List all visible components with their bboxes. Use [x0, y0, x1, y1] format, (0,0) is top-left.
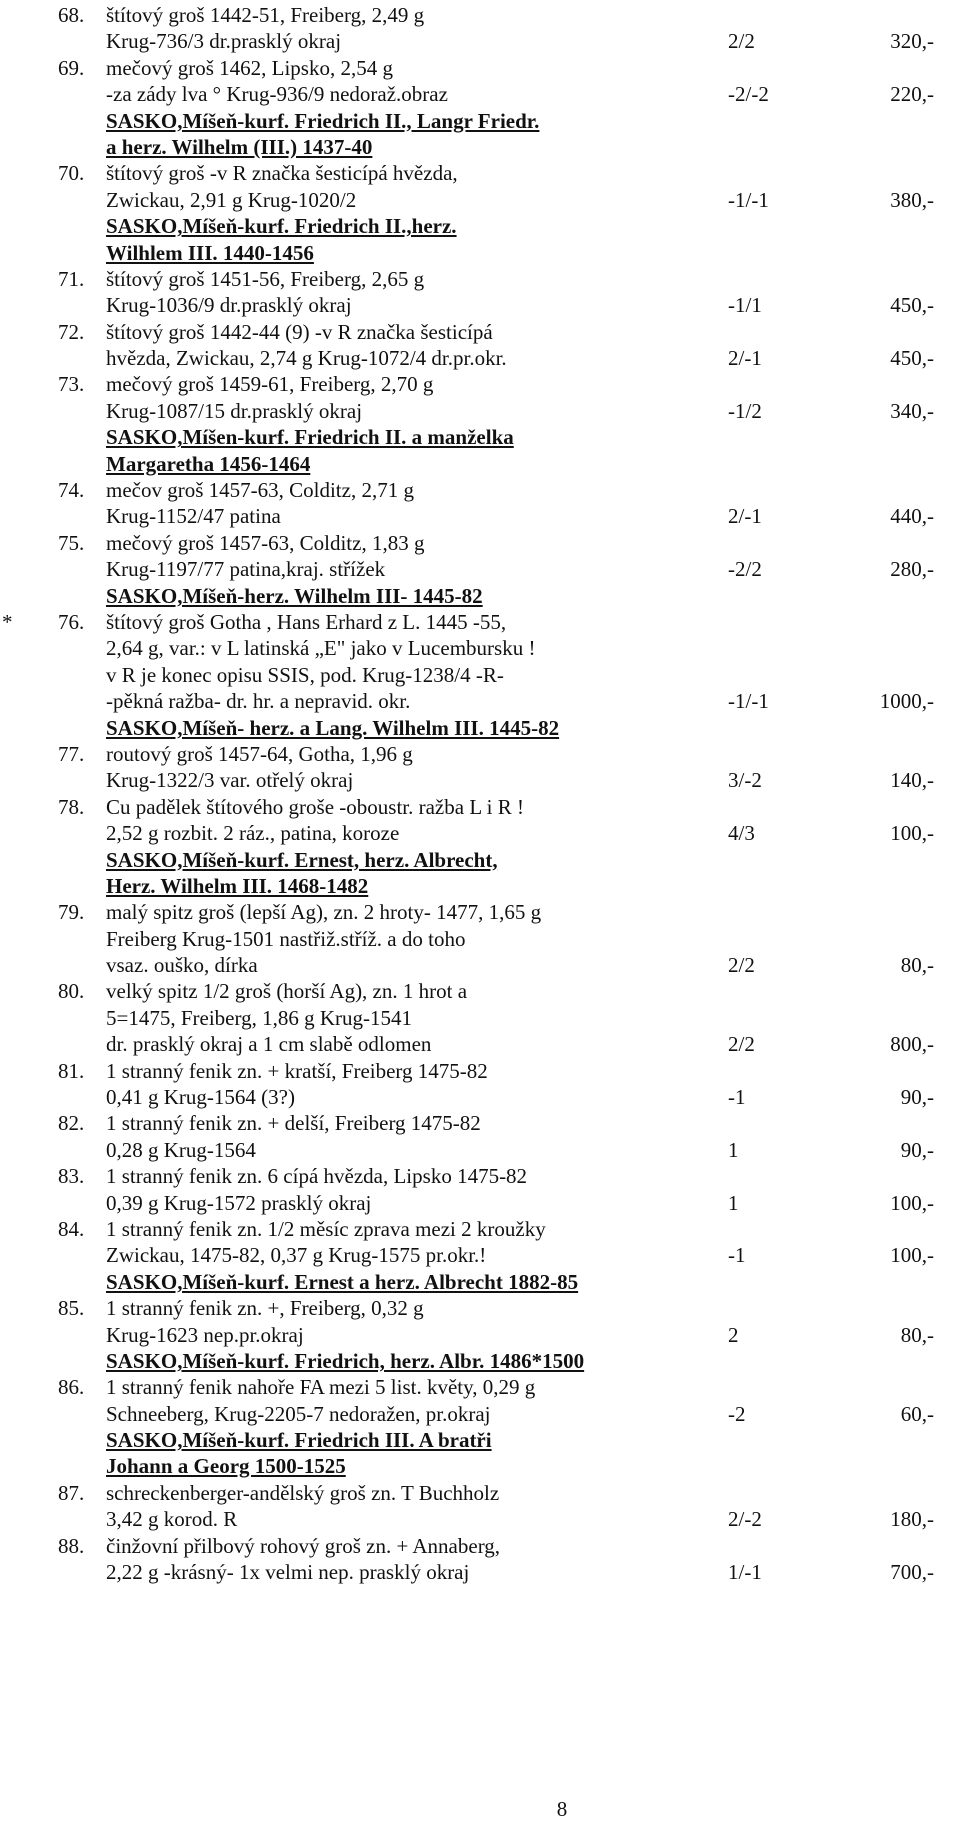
lot-description: 0,41 g Krug-1564 (3?) [106, 1085, 295, 1110]
lot-number: 71. [58, 266, 85, 291]
lot-price: 1000,- [879, 689, 934, 714]
lot-price: 100,- [890, 821, 934, 846]
lot-entry-first-line [0, 1480, 960, 1506]
lot-grade: -2 [728, 1401, 746, 1426]
lot-description: Krug-1197/77 patina,kraj. střížek [106, 557, 386, 582]
lot-number: 74. [58, 478, 85, 503]
lot-number: 69. [58, 55, 85, 80]
page-number: 8 [556, 1797, 568, 1821]
lot-grade: 2/2 [728, 29, 755, 54]
section-heading-text: SASKO,Míšeň-kurf. Ernest a herz. Albrecht 1882-85 [106, 1269, 579, 1294]
lot-description: malý spitz groš (lepší Ag), zn. 2 hroty- 1477, 1,65 g [106, 900, 542, 925]
lot-description: Krug-1036/9 dr.prasklý okraj [106, 293, 352, 318]
lot-entry-continuation [0, 503, 960, 529]
lot-price: 80,- [900, 953, 934, 978]
lot-price: 450,- [890, 346, 934, 371]
lot-description: štítový groš -v R značka šesticípá hvězda, [106, 161, 458, 186]
lot-description: 1 stranný fenik zn. 1/2 měsíc zprava mezi 2 kroužky [106, 1216, 546, 1241]
lot-price: 220,- [890, 82, 934, 107]
lot-description: velký spitz 1/2 groš (horší Ag), zn. 1 hrot a [106, 979, 468, 1004]
lot-description: 1 stranný fenik zn. + delší, Freiberg 1475-82 [106, 1111, 481, 1136]
lot-entry-first-line [0, 266, 960, 292]
section-heading-text: SASKO,Míšen-kurf. Friedrich II. a manželka [106, 425, 514, 450]
lot-description: hvězda, Zwickau, 2,74 g Krug-1072/4 dr.pr.okr. [106, 346, 507, 371]
lot-description: Krug-1623 nep.pr.okraj [106, 1322, 304, 1347]
section-heading-text: SASKO,Míšeň-kurf. Ernest, herz. Albrecht, [106, 847, 498, 872]
lot-entry-first-line [0, 1058, 960, 1084]
lot-price: 380,- [890, 187, 934, 212]
lot-grade: -2/-2 [728, 82, 769, 107]
lot-entry-continuation [0, 688, 960, 714]
section-heading [0, 1453, 960, 1479]
lot-entry-first-line [0, 477, 960, 503]
lot-grade: -1/1 [728, 293, 762, 318]
lot-entry-first-line [0, 794, 960, 820]
lot-number: 83. [58, 1164, 85, 1189]
lot-description: mečový groš 1462, Lipsko, 2,54 g [106, 55, 393, 80]
section-heading-text: SASKO,Míšeň-kurf. Friedrich II.,herz. [106, 214, 457, 239]
lot-entry-first-line [0, 2, 960, 28]
lot-number: 79. [58, 900, 85, 925]
lot-number: 87. [58, 1480, 85, 1505]
lot-entry-continuation [0, 1322, 960, 1348]
section-heading [0, 873, 960, 899]
lot-entry-first-line [0, 1374, 960, 1400]
lot-entry-first-line [0, 371, 960, 397]
lot-price: 440,- [890, 504, 934, 529]
lot-description: dr. prasklý okraj a 1 cm slabě odlomen [106, 1032, 432, 1057]
lot-price: 100,- [890, 1243, 934, 1268]
section-heading-text: Wilhlem III. 1440-1456 [106, 240, 314, 265]
lot-entry-continuation [0, 1559, 960, 1585]
lot-entry-continuation [0, 820, 960, 846]
lot-entry-continuation [0, 926, 960, 952]
lot-entry-continuation [0, 1401, 960, 1427]
lot-description: mečový groš 1459-61, Freiberg, 2,70 g [106, 372, 434, 397]
lot-entry-continuation [0, 952, 960, 978]
lot-description: mečový groš 1457-63, Colditz, 1,83 g [106, 530, 425, 555]
section-heading [0, 1427, 960, 1453]
lot-number: 70. [58, 161, 85, 186]
lot-price: 450,- [890, 293, 934, 318]
lot-description: routový groš 1457-64, Gotha, 1,96 g [106, 741, 413, 766]
lot-entry-continuation [0, 1506, 960, 1532]
lot-description: Krug-736/3 dr.prasklý okraj [106, 29, 342, 54]
section-heading [0, 583, 960, 609]
lot-entry-first-line [0, 1295, 960, 1321]
lot-description: Krug-1087/15 dr.prasklý okraj [106, 398, 363, 423]
lot-entry-first-line [0, 1533, 960, 1559]
lot-grade: 2/-1 [728, 346, 762, 371]
lot-description: 5=1475, Freiberg, 1,86 g Krug-1541 [106, 1005, 413, 1030]
lot-description: Cu padělek štítového groše -oboustr. ražba L i R ! [106, 794, 524, 819]
lot-price: 90,- [900, 1085, 934, 1110]
lot-entry-continuation [0, 187, 960, 213]
section-heading-text: SASKO,Míšeň-herz. Wilhelm III- 1445-82 [106, 583, 483, 608]
lot-number: 84. [58, 1216, 85, 1241]
lot-price: 90,- [900, 1137, 934, 1162]
lot-entry-continuation [0, 345, 960, 371]
lot-grade: -1/2 [728, 398, 762, 423]
lot-description: Zwickau, 2,91 g Krug-1020/2 [106, 187, 357, 212]
lot-price: 80,- [900, 1322, 934, 1347]
lot-price: 100,- [890, 1190, 934, 1215]
lot-entry-first-line [0, 160, 960, 186]
lot-entry-continuation [0, 292, 960, 318]
lot-description: 1 stranný fenik zn. + kratší, Freiberg 1475-82 [106, 1058, 488, 1083]
lot-entry-continuation [0, 662, 960, 688]
section-heading [0, 213, 960, 239]
lot-number: 72. [58, 319, 85, 344]
lot-price: 60,- [900, 1401, 934, 1426]
lot-number: 73. [58, 372, 85, 397]
lot-number: 78. [58, 794, 85, 819]
lot-description: Krug-1322/3 var. otřelý okraj [106, 768, 354, 793]
page-footer [0, 1796, 960, 1822]
lot-entry-first-line [0, 530, 960, 556]
highlight-star: * [2, 609, 13, 634]
lot-entry-continuation [0, 398, 960, 424]
lot-grade: 1 [728, 1137, 739, 1162]
lot-grade: 4/3 [728, 821, 755, 846]
section-heading-text: SASKO,Míšeň- herz. a Lang. Wilhelm III. 1445-82 [106, 715, 560, 740]
lot-grade: 2 [728, 1322, 739, 1347]
lot-price: 340,- [890, 398, 934, 423]
lot-description: štítový groš 1442-44 (9) -v R značka šesticípá [106, 319, 493, 344]
lot-entry-first-line [0, 1163, 960, 1189]
section-heading [0, 240, 960, 266]
lot-description: 2,64 g, var.: v L latinská „E" jako v Lucembursku ! [106, 636, 536, 661]
lot-number: 68. [58, 3, 85, 27]
lot-entry-continuation [0, 635, 960, 661]
lot-price: 320,- [890, 29, 934, 54]
section-heading [0, 1348, 960, 1374]
lot-entry-first-line [0, 609, 960, 635]
lot-description: 2,22 g -krásný- 1x velmi nep. prasklý okraj [106, 1560, 470, 1585]
section-heading-text: Margaretha 1456-1464 [106, 451, 311, 476]
lot-entry-continuation [0, 1005, 960, 1031]
lot-description: 1 stranný fenik nahoře FA mezi 5 list. květy, 0,29 g [106, 1375, 536, 1400]
lot-description: Freiberg Krug-1501 nastřiž.stříž. a do toho [106, 926, 466, 951]
lot-description: 2,52 g rozbit. 2 ráz., patina, koroze [106, 821, 400, 846]
lot-grade: -1/-1 [728, 187, 769, 212]
lot-number: 75. [58, 530, 85, 555]
section-heading [0, 108, 960, 134]
lot-grade: 1 [728, 1190, 739, 1215]
lot-number: 86. [58, 1375, 85, 1400]
lot-price: 180,- [890, 1507, 934, 1532]
lot-description: štítový groš 1451-56, Freiberg, 2,65 g [106, 266, 425, 291]
section-heading [0, 424, 960, 450]
section-heading [0, 715, 960, 741]
lot-number: 85. [58, 1296, 85, 1321]
lot-entry-continuation [0, 556, 960, 582]
lot-grade: 2/-1 [728, 504, 762, 529]
section-heading [0, 451, 960, 477]
lot-grade: -1 [728, 1085, 746, 1110]
lot-grade: 2/2 [728, 1032, 755, 1057]
lot-description: vsaz. ouško, dírka [106, 953, 258, 978]
lot-entry-first-line [0, 899, 960, 925]
lot-number: 82. [58, 1111, 85, 1136]
lot-description: mečov groš 1457-63, Colditz, 2,71 g [106, 478, 414, 503]
lot-description: v R je konec opisu SSIS, pod. Krug-1238/4 -R- [106, 662, 504, 687]
section-heading-text: Johann a Georg 1500-1525 [106, 1454, 346, 1479]
lot-price: 140,- [890, 768, 934, 793]
lot-entry-continuation [0, 767, 960, 793]
lot-description: Schneeberg, Krug-2205-7 nedoražen, pr.okraj [106, 1401, 491, 1426]
lot-number: 81. [58, 1058, 85, 1083]
lot-grade: 2/2 [728, 953, 755, 978]
lot-entry-continuation [0, 1190, 960, 1216]
lot-description: 0,39 g Krug-1572 prasklý okraj [106, 1190, 372, 1215]
lot-description: 1 stranný fenik zn. 6 cípá hvězda, Lipsko 1475-82 [106, 1164, 528, 1189]
lot-description: 3,42 g korod. R [106, 1507, 238, 1532]
section-heading [0, 134, 960, 160]
section-heading [0, 847, 960, 873]
lot-entry-first-line [0, 1216, 960, 1242]
lot-entry-first-line [0, 978, 960, 1004]
lot-entry-continuation [0, 1031, 960, 1057]
lot-description: štítový groš 1442-51, Freiberg, 2,49 g [106, 3, 425, 27]
lot-number: 76. [58, 609, 85, 634]
lot-price: 280,- [890, 557, 934, 582]
lot-price: 700,- [890, 1560, 934, 1585]
lot-description: -za zády lva ° Krug-936/9 nedoraž.obraz [106, 82, 448, 107]
lot-grade: -1 [728, 1243, 746, 1268]
lot-grade: -2/2 [728, 557, 762, 582]
lot-entry-first-line [0, 1110, 960, 1136]
lot-entry-continuation [0, 1084, 960, 1110]
section-heading-text: a herz. Wilhelm (III.) 1437-40 [106, 134, 373, 159]
lot-price: 800,- [890, 1032, 934, 1057]
section-heading-text: Herz. Wilhelm III. 1468-1482 [106, 873, 369, 898]
lot-grade: 1/-1 [728, 1560, 762, 1585]
lot-description: 1 stranný fenik zn. +, Freiberg, 0,32 g [106, 1296, 424, 1321]
lot-grade: 2/-2 [728, 1507, 762, 1532]
lot-number: 88. [58, 1533, 85, 1558]
lot-description: Krug-1152/47 patina [106, 504, 281, 529]
section-heading-text: SASKO,Míšeň-kurf. Friedrich, herz. Albr. 1486*1500 [106, 1348, 585, 1373]
lot-entry-first-line [0, 55, 960, 81]
section-heading-text: SASKO,Míšeň-kurf. Friedrich III. A bratři [106, 1428, 492, 1453]
lot-entry-continuation [0, 1242, 960, 1268]
lot-entry-continuation [0, 28, 960, 54]
lot-number: 77. [58, 741, 85, 766]
section-heading [0, 1269, 960, 1295]
lot-description: -pěkná ražba- dr. hr. a nepravid. okr. [106, 689, 411, 714]
lot-grade: -1/-1 [728, 689, 769, 714]
lot-entry-continuation [0, 81, 960, 107]
lot-description: štítový groš Gotha , Hans Erhard z L. 1445 -55, [106, 609, 507, 634]
lot-entry-continuation [0, 1137, 960, 1163]
lot-description: 0,28 g Krug-1564 [106, 1137, 256, 1162]
section-heading-text: SASKO,Míšeň-kurf. Friedrich II., Langr Friedr. [106, 108, 540, 133]
lot-entry-first-line [0, 741, 960, 767]
lot-number: 80. [58, 979, 85, 1004]
lot-description: činžovní přilbový rohový groš zn. + Annaberg, [106, 1533, 501, 1558]
lot-description: Zwickau, 1475-82, 0,37 g Krug-1575 pr.okr.! [106, 1243, 487, 1268]
lot-description: schreckenberger-andělský groš zn. T Buchholz [106, 1480, 500, 1505]
lot-grade: 3/-2 [728, 768, 762, 793]
lot-entry-first-line [0, 319, 960, 345]
